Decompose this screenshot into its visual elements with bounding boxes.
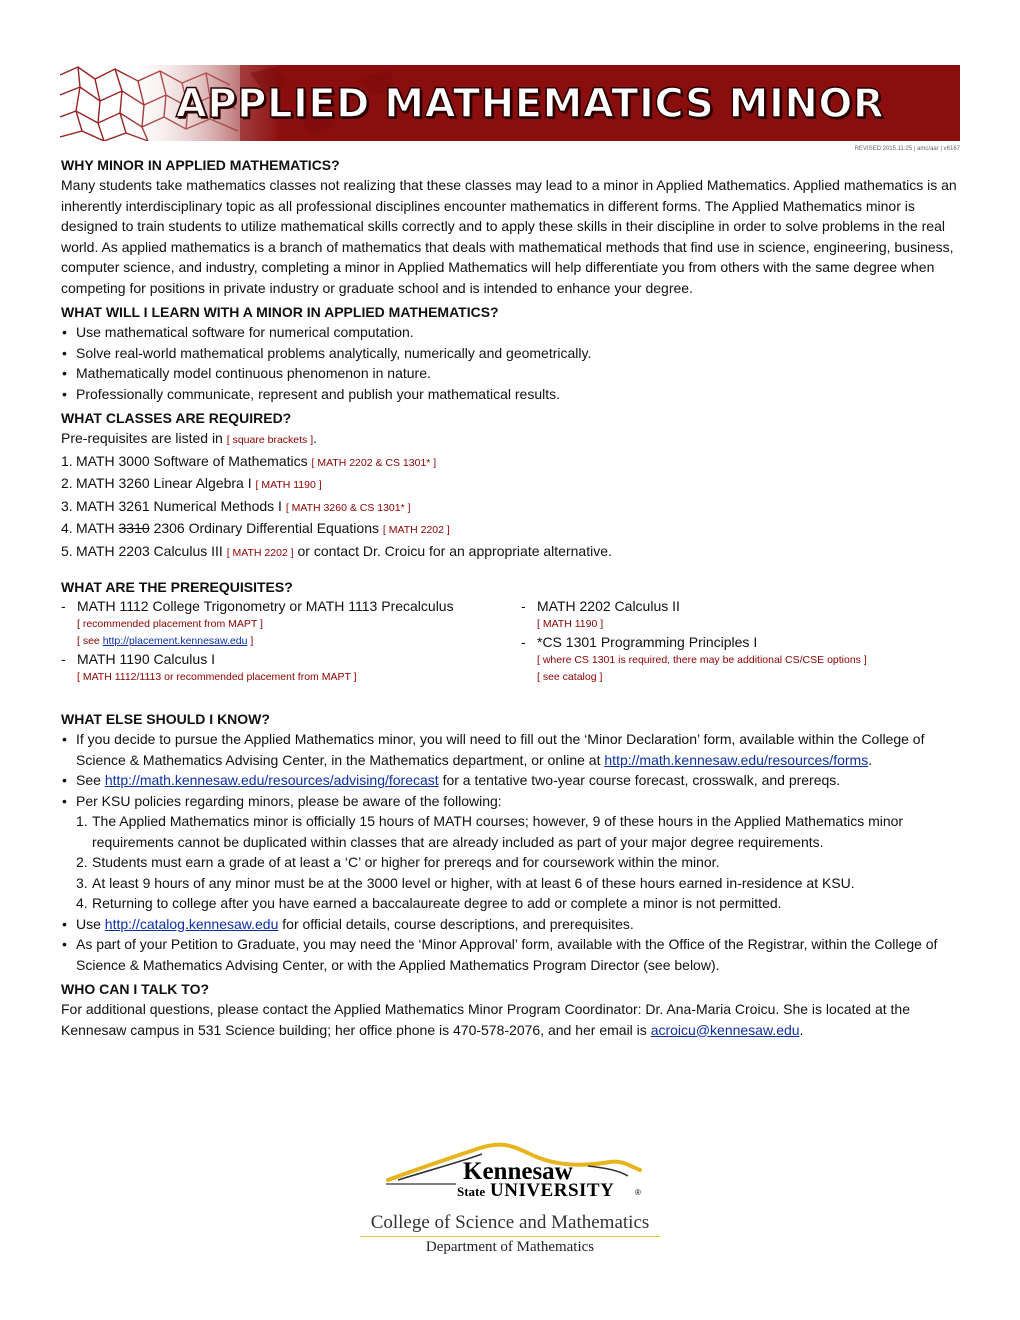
prereq-note: [ see catalog ] (537, 671, 603, 683)
policy-item: 4. Returning to college after you have earned a baccalaureate degree to add or complete a minor is not permitted. (76, 895, 782, 911)
policy-item: 2. Students must earn a grade of at least a ‘C’ or higher for prereqs and for coursework within the minor. (76, 854, 720, 870)
policy-item: 1. The Applied Mathematics minor is officially 15 hours of MATH courses; however, 9 of these hours in the Applied Mathematics minor requirements cannot be duplicated within classes that are already included as part of your major degree requirements. (76, 813, 904, 850)
heading-learn: WHAT WILL I LEARN WITH A MINOR IN APPLIED MATHEMATICS? (61, 304, 499, 320)
classes-intro: Pre-requisites are listed in [ square brackets ]. (61, 430, 318, 446)
prereq-item: - MATH 1112 College Trigonometry or MATH 1113 Precalculus (61, 598, 454, 614)
prereq-note: [ MATH 1190 ] (537, 618, 604, 630)
policy-item: 3. At least 9 hours of any minor must be at the 3000 level or higher, with at least 6 of these hours earned in-residence at KSU. (76, 874, 855, 891)
list-item: 3. MATH 3261 Numerical Methods I [ MATH 3260 & CS 1301* ] (61, 497, 411, 514)
prerequisite-note: [ MATH 2202 & CS 1301* ] (311, 456, 437, 469)
logo-kennesaw: Kennesaw (463, 1158, 573, 1185)
prereq-note: [ recommended placement from MAPT ] (77, 618, 263, 630)
registered-mark: ® (635, 1188, 641, 1197)
logo-university: UNIVERSITY (490, 1180, 615, 1201)
heading-prerequisites: WHAT ARE THE PREREQUISITES? (61, 579, 293, 595)
heading-classes: WHAT CLASSES ARE REQUIRED? (61, 410, 292, 426)
revision-note: REVISED 2015.11.25 | amc/aar | v6167 (854, 146, 960, 152)
list-item: 4. MATH 3310 2306 Ordinary Differential Equations [ MATH 2202 ] (61, 520, 450, 536)
placement-link[interactable]: http://placement.kennesaw.edu (102, 635, 248, 647)
bracket-example: [ square brackets ] (226, 434, 314, 446)
list-item: • Solve real-world mathematical problems analytically, numerically and geometrically. (61, 343, 961, 364)
list-item: • Per KSU policies regarding minors, please be aware of the following: 1. The Applied Mathematics minor is officially 15 hours of MATH courses; however, 9 of these hours in the Applied Mathematics minor requirements cannot be duplicated within classes that are already included as part of your major degree requirements. 2. Students must earn a grade of at least a ‘C’ or higher for prereqs and for coursework within the minor. 3. At least 9 hours of any minor must be at the 3000 level or higher, with at least 6 of these hours earned in-residence at KSU. 4. Returning to college after you have earned a baccalaureate degree to add or complete a minor is not permitted. (61, 791, 961, 914)
logo-divider (360, 1236, 660, 1237)
policy-list (61, 811, 961, 914)
forms-link[interactable]: http://math.kennesaw.edu/resources/forms (604, 751, 869, 768)
list-item: • Use http://catalog.kennesaw.edu for official details, course descriptions, and prerequisites. (61, 914, 961, 935)
else-list (61, 729, 961, 975)
college-name: College of Science and Mathematics (370, 1212, 650, 1233)
email-link[interactable]: acroicu@kennesaw.edu (650, 1021, 800, 1038)
heading-contact: WHO CAN I TALK TO? (61, 981, 210, 997)
prereq-item: - *CS 1301 Programming Principles I (521, 634, 758, 650)
list-item: • Professionally communicate, represent and publish your mathematical results. (61, 384, 961, 405)
catalog-link[interactable]: http://catalog.kennesaw.edu (104, 915, 279, 932)
prerequisite-note: [ MATH 2202 ] (382, 524, 450, 536)
title-banner (60, 65, 960, 141)
forecast-link[interactable]: http://math.kennesaw.edu/resources/advising/forecast (104, 772, 439, 788)
prereq-item: - MATH 2202 Calculus II (521, 598, 680, 614)
prereq-note: [ MATH 1112/1113 or recommended placement from MAPT ] (77, 671, 357, 683)
prereq-column-right (521, 597, 961, 686)
prereq-item: - MATH 1190 Calculus I (61, 651, 215, 667)
page-title: APPLIED MATHEMATICS MINOR (175, 81, 885, 127)
prerequisites-columns (61, 597, 961, 709)
why-paragraph: Many students take mathematics classes not realizing that these classes may lead to a minor in Applied Mathematics. Applied mathematics is an inherently interdisciplinary topic as all professional disciplines encounter mathematics in different forms. The Applied Mathematics minor is designed to train students to utilize mathematical skills correctly and to apply these skills in their discipline in order to solve problems in the real world. As applied mathematics is a branch of mathematics that deals with mathematical methods that find use in science, engineering, business, computer science, and industry, completing a minor in Applied Mathematics will help differentiate you from others with the same degree when competing for positions in private industry or graduate school and is intended to enhance your degree. (61, 177, 957, 296)
prereq-column-left (61, 597, 516, 686)
required-classes-list (61, 451, 961, 564)
logo-state: State (457, 1184, 486, 1199)
list-item: 5. MATH 2203 Calculus III [ MATH 2202 ] or contact Dr. Croicu for an appropriate alternative. (61, 542, 612, 559)
struck-course-number: 3310 (118, 520, 150, 536)
list-item: 2. MATH 3260 Linear Algebra I [ MATH 1190 ] (61, 475, 322, 491)
department-name: Department of Mathematics (425, 1239, 595, 1255)
list-item: • As part of your Petition to Graduate, you may need the ‘Minor Approval’ form, available with the Office of the Registrar, within the College of Science & Mathematics Advising Center, or with the Applied Mathematics Program Director (see below). (61, 934, 961, 975)
list-item: 1. MATH 3000 Software of Mathematics [ MATH 2202 & CS 1301* ] (61, 452, 437, 469)
heading-why: WHY MINOR IN APPLIED MATHEMATICS? (61, 157, 340, 173)
learn-list (61, 322, 961, 404)
document-body (61, 155, 961, 1040)
prerequisite-note: [ MATH 2202 ] (226, 546, 294, 559)
ksu-logo (360, 1140, 660, 1265)
list-item: • See http://math.kennesaw.edu/resources/advising/forecast for a tentative two-year course forecast, crosswalk, and prereqs. (61, 770, 961, 791)
list-item: • If you decide to pursue the Applied Mathematics minor, you will need to fill out the ‘Minor Declaration’ form, available within the College of Science & Mathematics Advising Center, in the Mathematics department, or online at http://math.kennesaw.edu/resources/forms. (61, 729, 961, 770)
prereq-note: [ see http://placement.kennesaw.edu ] (77, 635, 254, 647)
prerequisite-note: [ MATH 3260 & CS 1301* ] (285, 501, 411, 514)
heading-else: WHAT ELSE SHOULD I KNOW? (61, 711, 270, 727)
list-item: • Use mathematical software for numerical computation. (61, 322, 961, 343)
list-item: • Mathematically model continuous phenomenon in nature. (61, 363, 961, 384)
prereq-note: [ where CS 1301 is required, there may be additional CS/CSE options ] (537, 654, 867, 666)
contact-paragraph: For additional questions, please contact the Applied Mathematics Minor Program Coordinator: Dr. Ana-Maria Croicu. She is located at the Kennesaw campus in 531 Science building; her office phone is 470-578-2076, and her email is acroicu@kennesaw.edu. (61, 1001, 910, 1038)
prerequisite-note: [ MATH 1190 ] (255, 479, 322, 491)
